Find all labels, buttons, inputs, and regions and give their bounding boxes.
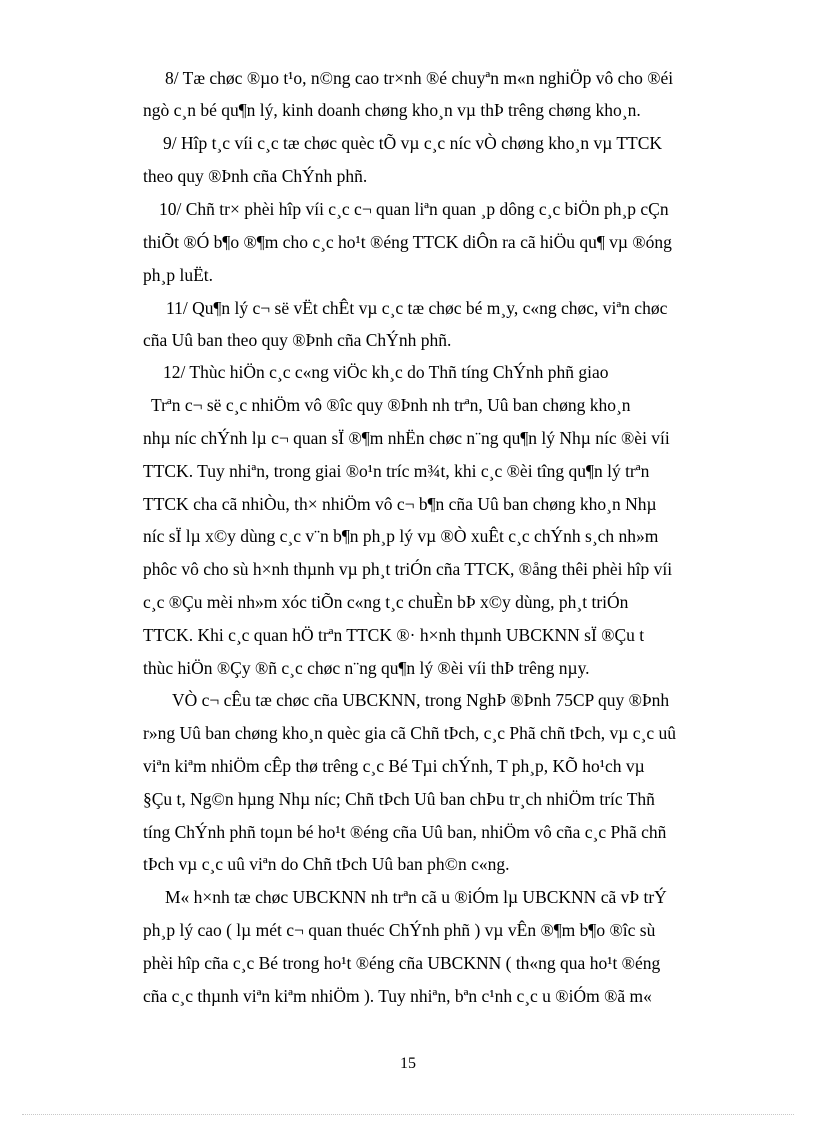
page-number: 15 [400,1055,416,1072]
text-line: thiÕt ®Ó b¶o ®¶m cho c¸c ho¹t ®éng TTCK diÔn ra cã hiÖu qu¶ vµ ®óng [143,232,672,252]
text-line: TTCK. Khi c¸c quan hÖ trªn TTCK ®· h×nh thµnh UBCKNN sÏ ®Çu t [143,625,645,645]
text-line: tíng ChÝnh phñ toµn bé ho¹t ®éng cña Uû ban, nhiÖm vô cña c¸c Phã chñ [143,822,667,842]
text-line: ph¸p lý cao ( lµ mét c¬ quan thuéc ChÝnh phñ ) vµ vÊn ®¶m b¶o ®îc sù [143,920,656,940]
text-line: nhµ níc chÝnh lµ c¬ quan sÏ ®¶m nhËn chøc n¨ng qu¶n lý Nhµ níc ®èi víi [143,428,670,448]
text-line: cña Uû ban theo quy ®Þnh cña ChÝnh phñ. [143,330,452,350]
text-line: tÞch vµ c¸c uû viªn do Chñ tÞch Uû ban ph©n c«ng. [143,854,510,874]
text-line: 10/ Chñ tr× phèi hîp víi c¸c c¬ quan liªn quan ¸p dông c¸c biÖn ph¸p cÇn [159,199,669,219]
text-line: níc sÏ lµ x©y dùng c¸c v¨n b¶n ph¸p lý vµ ®Ò xuÊt c¸c chÝnh s¸ch nh»m [143,526,659,546]
text-line: theo quy ®Þnh cña ChÝnh phñ. [143,166,368,186]
text-line: thùc hiÖn ®Çy ®ñ c¸c chøc n¨ng qu¶n lý ®èi víi thÞ trêng nµy. [143,658,590,678]
text-line: TTCK cha cã nhiÒu, th× nhiÖm vô c¬ b¶n cña Uû ban chøng kho¸n Nhµ [143,494,657,514]
text-line: 9/ Hîp t¸c víi c¸c tæ chøc quèc tÕ vµ c¸c níc vÒ chøng kho¸n vµ TTCK [163,133,663,153]
text-line: phèi hîp cña c¸c Bé trong ho¹t ®éng cña UBCKNN ( th«ng qua ho¹t ®éng [143,953,661,973]
text-line: TTCK. Tuy nhiªn, trong giai ®o¹n tríc m¾t, khi c¸c ®èi tîng qu¶n lý trªn [143,461,650,481]
page-bottom-divider [22,1114,794,1115]
text-line: cña c¸c thµnh viªn kiªm nhiÖm ). Tuy nhiªn, bªn c¹nh c¸c u ®iÓm ®ã m« [143,986,652,1006]
text-line: Trªn c¬ së c¸c nhiÖm vô ®îc quy ®Þnh nh trªn, Uû ban chøng kho¸n [151,395,631,415]
text-line: c¸c ®Çu mèi nh»m xóc tiÕn c«ng t¸c chuÈn bÞ x©y dùng, ph¸t triÓn [143,592,629,612]
text-line: phôc vô cho sù h×nh thµnh vµ ph¸t triÓn cña TTCK, ®ång thêi phèi hîp víi [143,559,673,579]
text-line: viªn kiªm nhiÖm cÊp thø trêng c¸c Bé Tµi chÝnh, T ph¸p, KÕ ho¹ch vµ [143,756,645,776]
text-line: 11/ Qu¶n lý c¬ së vËt chÊt vµ c¸c tæ chøc bé m¸y, c«ng chøc, viªn chøc [166,298,668,318]
text-line: ngò c¸n bé qu¶n lý, kinh doanh chøng kho¸n vµ thÞ trêng chøng kho¸n. [143,100,641,120]
text-line: M« h×nh tæ chøc UBCKNN nh trªn cã u ®iÓm lµ UBCKNN cã vÞ trÝ [165,887,667,907]
text-line: §Çu t, Ng©n hµng Nhµ níc; Chñ tÞch Uû ban chÞu tr¸ch nhiÖm tríc Thñ [143,789,655,809]
text-line: 12/ Thùc hiÖn c¸c c«ng viÖc kh¸c do Thñ tíng ChÝnh phñ giao [163,362,609,382]
text-line: 8/ Tæ chøc ®µo t¹o, n©ng cao tr×nh ®é chuyªn m«n nghiÖp vô cho ®éi [165,68,674,88]
text-line: VÒ c¬ cÊu tæ chøc cña UBCKNN, trong NghÞ ®Þnh 75CP quy ®Þnh [172,690,670,710]
text-line: ph¸p luËt. [143,265,213,285]
text-line: r»ng Uû ban chøng kho¸n quèc gia cã Chñ tÞch, c¸c Phã chñ tÞch, vµ c¸c uû [143,723,676,743]
